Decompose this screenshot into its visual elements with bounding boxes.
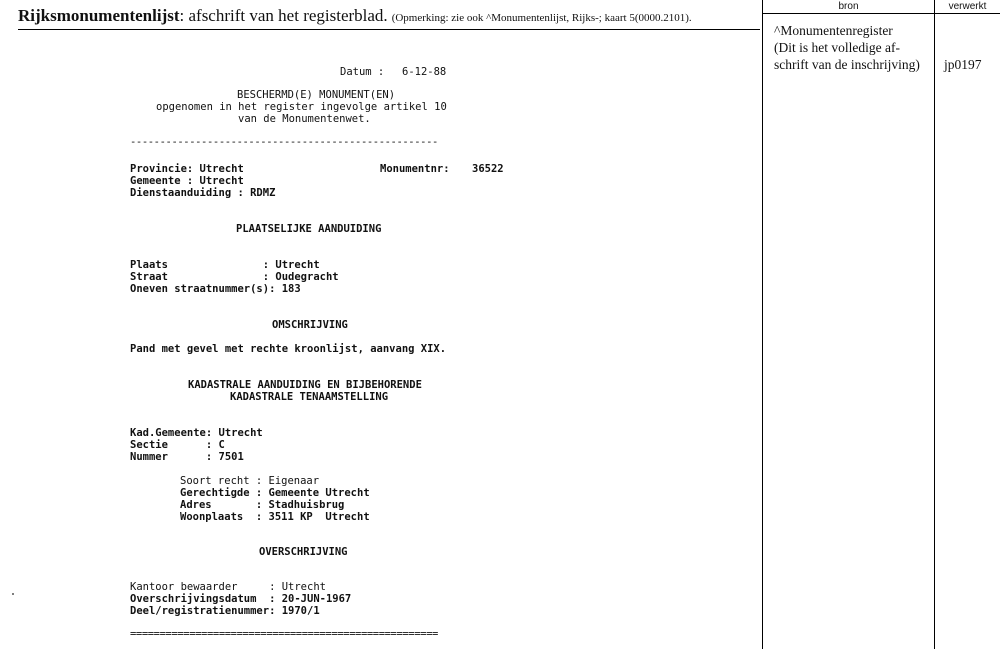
verwerkt-cell: jp0197: [944, 57, 982, 72]
separator-equals: ====================================================: [130, 628, 438, 640]
bron-line: ^Monumentenregister: [774, 23, 893, 38]
kantoor-field: Kantoor bewaarder : Utrecht: [130, 581, 326, 593]
page-title: Rijksmonumentenlijst: [18, 6, 180, 25]
overschrijving-heading: OVERSCHRIJVING: [259, 546, 348, 558]
kad-gemeente-field: Kad.Gemeente: Utrecht: [130, 427, 263, 439]
oneven-field: Oneven straatnummer(s): 183: [130, 283, 301, 295]
deel-field: Deel/registratienummer: 1970/1: [130, 605, 320, 617]
header-divider: [18, 29, 760, 30]
datum-value: 6-12-88: [402, 66, 447, 78]
column-header-divider: [762, 13, 1000, 14]
page-subtitle: : afschrift van het registerblad.: [179, 6, 388, 25]
gerechtigde-field: Gerechtigde : Gemeente Utrecht: [180, 487, 370, 499]
adres-field: Adres : Stadhuisbrug: [180, 499, 345, 511]
kadastrale-heading-1: KADASTRALE AANDUIDING EN BIJBEHORENDE: [188, 379, 422, 391]
heading-line-2: opgenomen in het register ingevolge artikel 10: [156, 101, 447, 113]
header-note: (Opmerking: zie ook ^Monumentenlijst, Rijks-; kaart 5(0000.2101).: [391, 12, 692, 24]
plaatselijke-heading: PLAATSELIJKE AANDUIDING: [236, 223, 382, 235]
heading-line-3: van de Monumentenwet.: [238, 113, 371, 125]
overschrijvingsdatum-field: Overschrijvingsdatum : 20-JUN-1967: [130, 593, 352, 605]
separator-dashes: ----------------------------------------------------: [130, 136, 438, 148]
monumentnr-label: Monumentnr:: [380, 163, 450, 175]
dienstaanduiding-field: Dienstaanduiding : RDMZ: [130, 187, 276, 199]
plaats-field: Plaats : Utrecht: [130, 259, 320, 271]
woonplaats-field: Woonplaats : 3511 KP Utrecht: [180, 511, 370, 523]
monumentnr-value: 36522: [472, 163, 504, 175]
heading-line-1: BESCHERMD(E) MONUMENT(EN): [237, 89, 396, 101]
verwerkt-column-header: verwerkt: [948, 1, 987, 12]
sectie-field: Sectie : C: [130, 439, 225, 451]
omschrijving-heading: OMSCHRIJVING: [272, 319, 348, 331]
bron-line: (Dit is het volledige af-: [774, 40, 900, 55]
bron-line: schrift van de inschrijving): [774, 57, 920, 72]
scan-speck: [12, 593, 14, 595]
soort-recht-field: Soort recht : Eigenaar: [180, 475, 320, 487]
straat-field: Straat : Oudegracht: [130, 271, 339, 283]
omschrijving-text: Pand met gevel met rechte kroonlijst, aanvang XIX.: [130, 343, 447, 355]
bron-column-divider: [762, 0, 763, 649]
bron-column-header: bron: [838, 1, 859, 12]
provincie-field: Provincie: Utrecht: [130, 163, 244, 175]
kadastrale-heading-2: KADASTRALE TENAAMSTELLING: [230, 391, 389, 403]
verwerkt-column-divider: [934, 0, 935, 649]
datum-label: Datum :: [340, 66, 385, 78]
nummer-field: Nummer : 7501: [130, 451, 244, 463]
gemeente-field: Gemeente : Utrecht: [130, 175, 244, 187]
bron-cell: [774, 22, 936, 73]
